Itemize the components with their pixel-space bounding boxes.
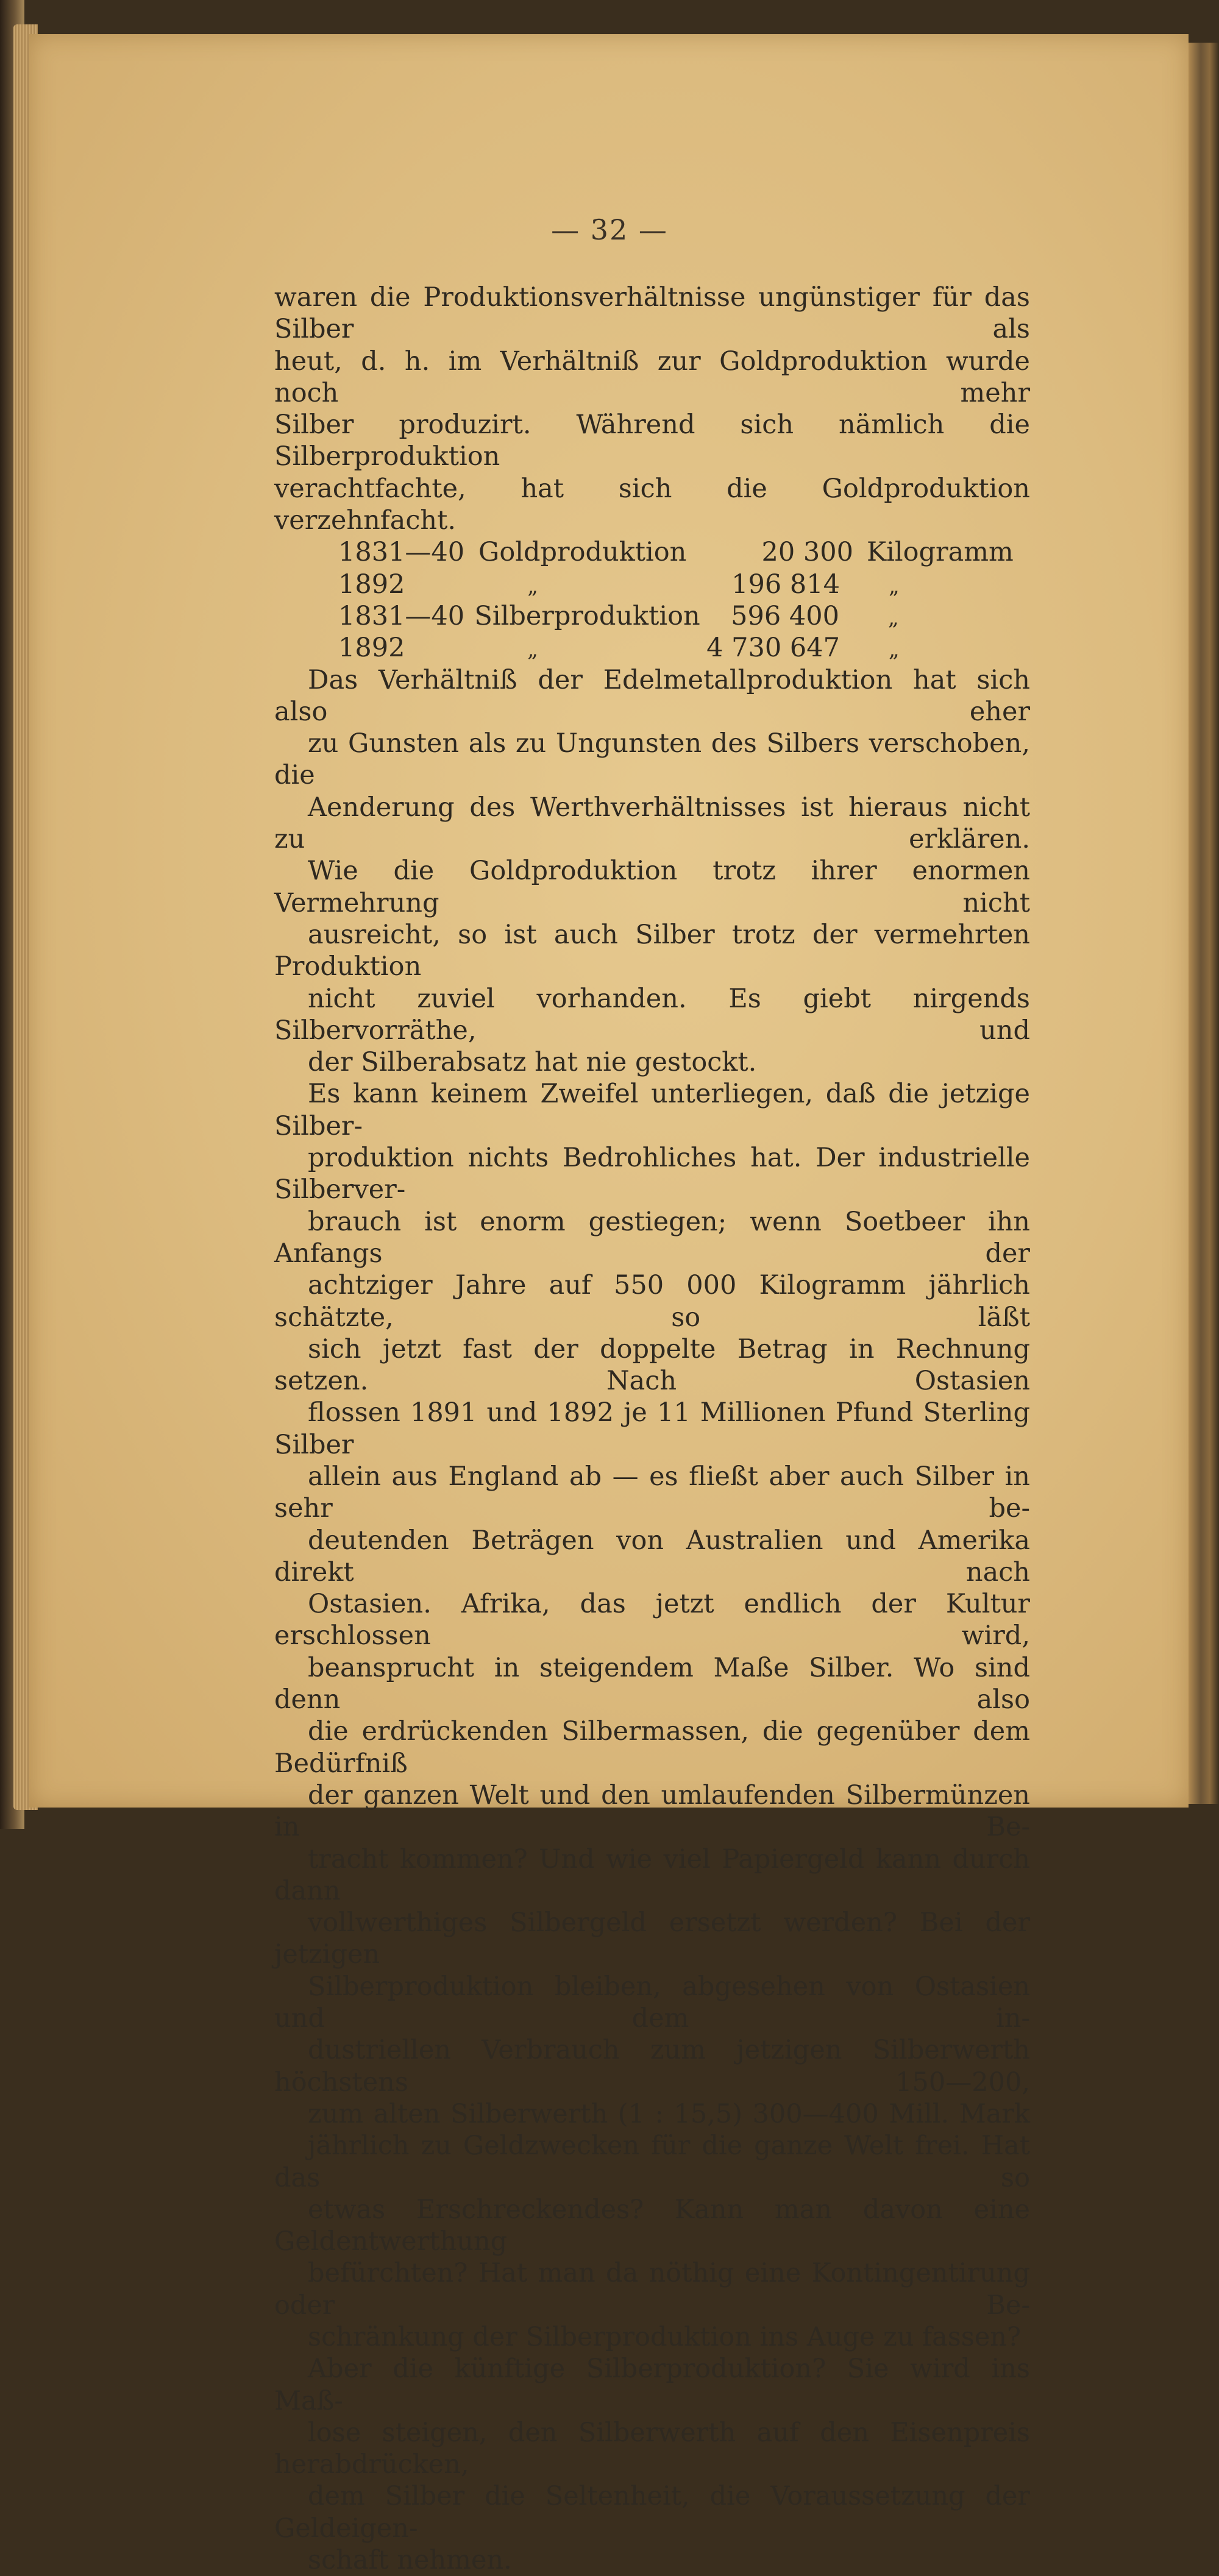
text-line: Aber die künftige Silberproduktion? Sie wird ins Maß- [274,2354,1030,2416]
row-unit-ditto: „ [888,637,900,662]
text-line: flossen 1891 und 1892 je 11 Millionen Pfund Sterling Silber [274,1397,1030,1460]
row-year: 1831—40 [338,537,465,568]
text-line: Silberproduktion bleiben, abgesehen von Ostasien und dem in- [274,1971,1030,2034]
paragraph-4 [274,2353,1030,2576]
text-line: deutenden Beträgen von Australien und Amerika direkt nach [274,1525,1030,1588]
text-line: die erdrückenden Silbermassen, die gegenüber dem Bedürfniß [274,1716,1030,1779]
text-line: schränkung der Silberproduktion ins Auge zu fassen? [308,2322,1022,2352]
text-line: jährlich zu Geldzwecken für die ganze Welt frei. Hat das so [274,2131,1030,2193]
page-body [274,282,1030,2576]
text-line: achtziger Jahre auf 550 000 Kilogramm jährlich schätzte, so läßt [274,1270,1030,1333]
text-line: der Silberabsatz hat nie gestockt. [308,1047,757,1078]
table-row [274,569,1030,600]
row-label: Goldproduktion [478,537,687,568]
text-line: Silber produzirt. Während sich nämlich die Silberproduktion [274,410,1030,472]
row-label: Silberproduktion [474,600,700,631]
text-line: dem Silber die Seltenheit, die Voraussetzung der Geldeigen- [274,2481,1030,2544]
page-number: — 32 — [551,213,668,246]
table-row [274,536,1030,568]
text-line: befürchten? Hat man da nöthig eine Kontingentirung oder Be- [274,2258,1030,2321]
paragraph-2 [274,664,1030,1079]
row-value: 20 300 [761,537,853,568]
text-line: Ostasien. Afrika, das jetzt endlich der Kultur erschlossen wird, [274,1589,1030,1652]
row-unit: Kilogramm [867,537,1014,568]
row-label-ditto: „ [527,573,538,598]
text-line: der ganzen Welt und den umlaufenden Silbermünzen in Be- [274,1779,1030,1843]
row-year: 1831—40 [338,600,465,631]
text-line: tracht kommen? Und wie viel Papiergeld kann durch dann [274,1843,1030,1906]
row-year: 1892 [338,569,405,600]
text-line: nicht zuviel vorhanden. Es giebt nirgends Silbervorräthe, und [274,983,1030,1046]
text-line: ausreicht, so ist auch Silber trotz der vermehrten Produktion [274,919,1030,982]
row-value: 596 400 [731,600,839,631]
text-line: Aenderung des Werthverhältnisses ist hieraus nicht zu erklären. [274,792,1030,855]
text-line: schaft nehmen. [308,2545,512,2576]
text-line: beansprucht in steigendem Maße Silber. Wo sind denn also [274,1652,1030,1716]
text-line: allein aus England ab — es fließt aber auch Silber in sehr be- [274,1461,1030,1524]
text-line: Es kann keinem Zweifel unterliegen, daß die jetzige Silber- [274,1079,1030,1141]
facing-page-edge [1189,43,1219,1804]
table-row [274,632,1030,664]
row-value: 196 814 [731,569,840,600]
text-line: produktion nichts Bedrohliches hat. Der industrielle Silberver- [274,1143,1030,1205]
text-line: brauch ist enorm gestiegen; wenn Soetbeer ihn Anfangs der [274,1206,1030,1269]
row-label-ditto: „ [527,637,538,662]
text-line: sich jetzt fast der doppelte Betrag in Rechnung setzen. Nach Ostasien [274,1333,1030,1397]
text-line: verachtfachte, hat sich die Goldproduktion verzehnfacht. [274,473,1030,536]
paragraph-1 [274,282,1030,536]
text-line: zu Gunsten als zu Ungunsten des Silbers verschoben, die [274,728,1030,791]
paragraph-3 [274,1078,1030,2353]
text-line: vollwerthiges Silbergeld ersetzt werden? Bei der jetzigen [274,1907,1030,1970]
text-line: Wie die Goldproduktion trotz ihrer enormen Vermehrung nicht [274,856,1030,918]
table-row [274,600,1030,632]
text-line: lose steigen, den Silberwerth auf den Eisenpreis herabdrücken, [274,2417,1030,2480]
production-table [274,536,1030,664]
text-line: dustriellen Verbrauch zum jetzigen Silberwerth höchstens 150—200, [274,2035,1030,2098]
text-line: etwas Erschreckendes? Kann man davon eine Geldentwerthung [274,2194,1030,2257]
text-line: Das Verhältniß der Edelmetallproduktion hat sich also eher [274,664,1030,727]
row-unit-ditto: „ [888,573,900,598]
text-line: zum alten Silberwerth (1 : 15,5) 300—400 Mill. Mark [308,2098,1030,2129]
text-line: waren die Produktionsverhältnisse ungünstiger für das Silber als [274,282,1030,345]
row-value: 4 730 647 [706,633,840,664]
row-year: 1892 [338,633,405,664]
text-line: heut, d. h. im Verhältniß zur Goldproduktion wurde noch mehr [274,346,1030,408]
row-unit-ditto: „ [887,605,899,630]
